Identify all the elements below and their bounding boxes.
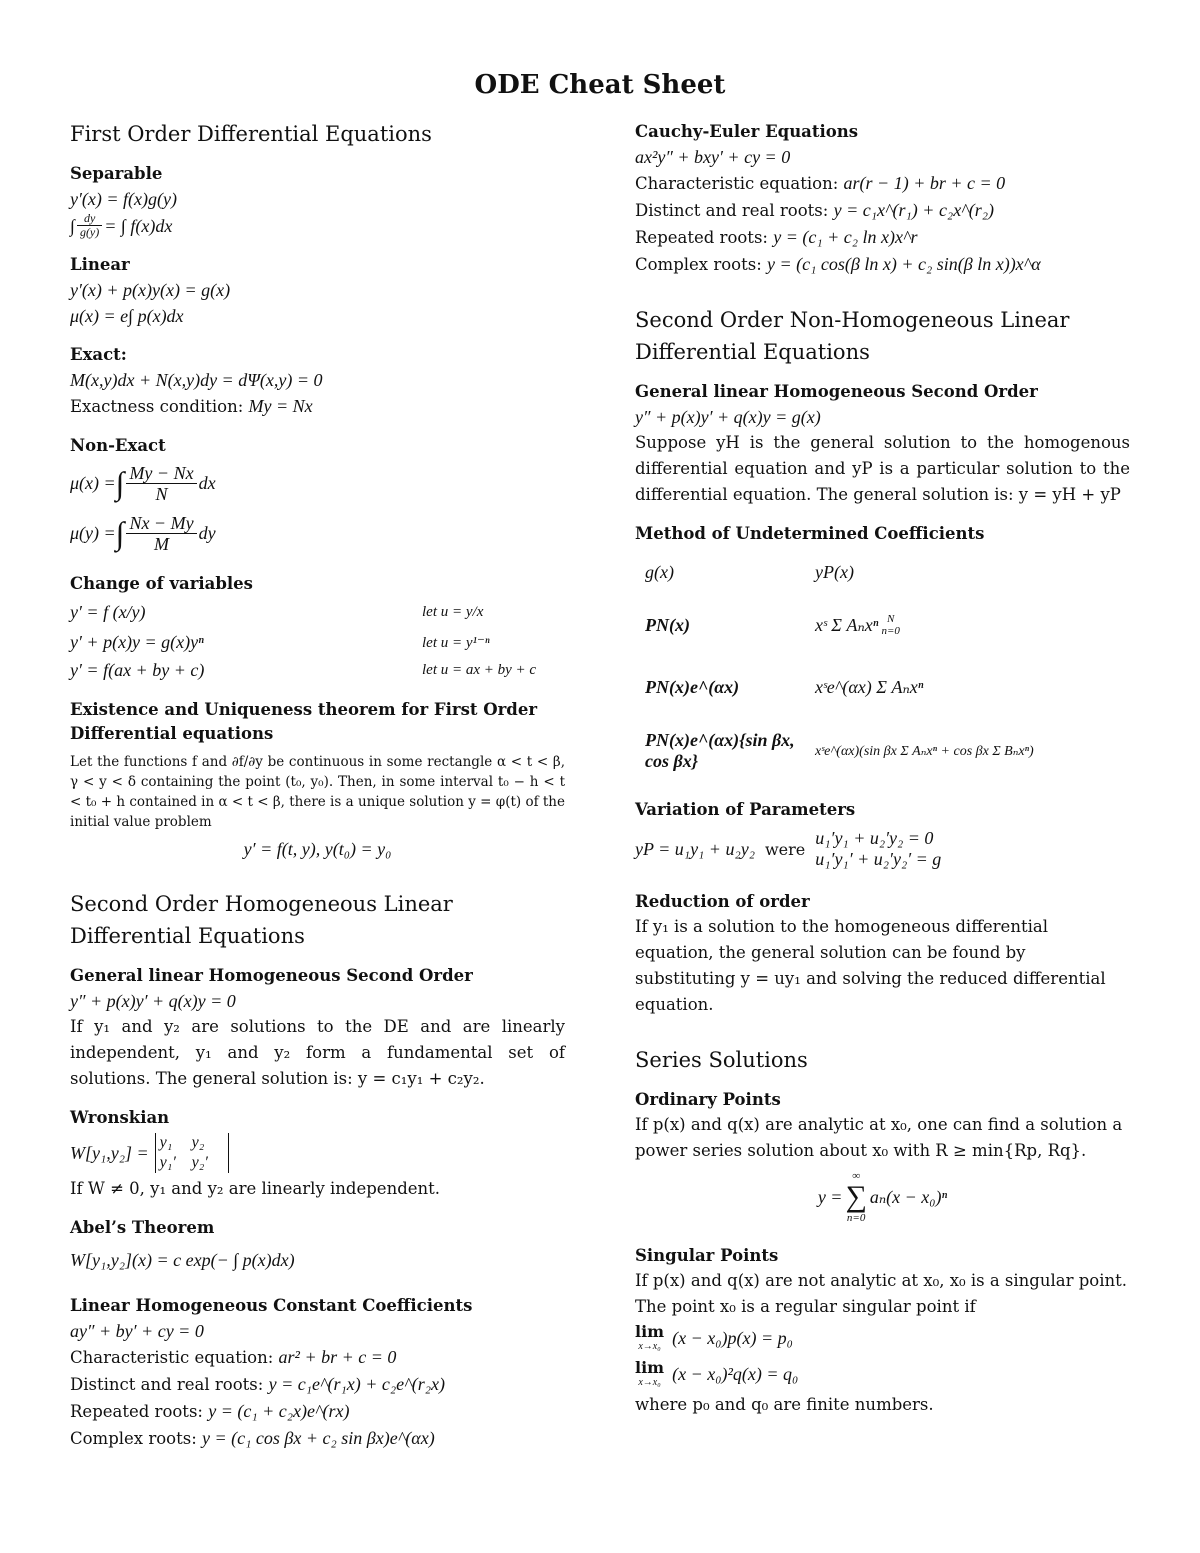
cauchy-line <box>635 170 1130 197</box>
line-eq: y = (c₁ + c₂ ln x)x^r <box>773 227 918 247</box>
wronskian-lhs: W[y₁,y₂] = <box>70 1142 149 1163</box>
table-cell: xˢe^(αx)(sin βx Σ Aₙxⁿ + cos βx Σ Bₙxⁿ) <box>815 743 1034 759</box>
change-sub: let u = ax + by + c <box>422 661 537 678</box>
general-homogeneous-title: General linear Homogeneous Second Order <box>70 966 473 985</box>
sum-bottom: n=0 <box>846 1212 866 1224</box>
variation-title: Variation of Parameters <box>635 800 856 819</box>
sum-top: N <box>886 613 895 625</box>
singular-end: where p₀ and q₀ are finite numbers. <box>635 1395 934 1414</box>
line-label: Distinct and real roots: <box>635 201 834 220</box>
table-cell: PN(x) <box>645 614 690 635</box>
variation-eq <box>635 822 1130 876</box>
singular-limit <box>635 1356 1130 1392</box>
general-homogeneous-text: If y₁ and y₂ are solutions to the DE and are linearly independent, y₁ and y₂ form a fundamental set of solutions. The general solution is: y = c₁y₁ + c₂y₂. <box>70 1017 565 1088</box>
line-eq: y = (c₁ cos βx + c₂ sin βx)e^(αx) <box>202 1428 435 1448</box>
lim-sub: x→x₀ <box>638 1341 661 1352</box>
change-row <box>70 656 565 684</box>
wronskian-matrix <box>155 1133 229 1173</box>
condition: u₁′y₁′ + u₂′y₂′ = g <box>815 849 942 869</box>
section-heading-second-order-homogeneous: Second Order Homogeneous Linear Differential Equations <box>70 892 453 948</box>
undetermined-table <box>645 550 1130 784</box>
separable-fraction <box>77 212 102 239</box>
table-header: g(x) <box>645 561 674 582</box>
separable-eq1: y′(x) = f(x)g(y) <box>70 189 178 209</box>
condition: u₁′y₁ + u₂′y₂ = 0 <box>815 828 934 848</box>
nonhom-general-title: General linear Homogeneous Second Order <box>635 382 1038 401</box>
lim-word: lim <box>635 1322 665 1341</box>
matrix-cell: y₂ <box>191 1134 205 1151</box>
cauchy-line <box>635 197 1130 224</box>
limit-operator <box>635 1323 664 1353</box>
nonexact-mu-x <box>70 458 565 508</box>
table-cell: PN(x)e^(αx){sin βx, cos βx} <box>645 730 795 771</box>
ordinary-rhs: aₙ(x − x₀)ⁿ <box>869 1186 948 1207</box>
ordinary-text: If p(x) and q(x) are analytic at x₀, one can find a solution a power series solution about x₀ with R ≥ min{Rp, Rq}. <box>635 1115 1123 1160</box>
line-label: Complex roots: <box>635 255 768 274</box>
variation-conditions <box>815 828 941 870</box>
line-label: Characteristic equation: <box>635 174 844 193</box>
nonexact-mu-y <box>70 508 565 558</box>
constant-line <box>70 1398 565 1425</box>
nonhom-general-text: Suppose yH is the general solution to the homogenous differential equation and yP is a particular solution to the differential equation. The general solution is: y = yH + yP <box>635 433 1130 504</box>
exact-eq1: M(x,y)dx + N(x,y)dy = dΨ(x,y) = 0 <box>70 370 323 390</box>
limit-operator <box>635 1359 664 1389</box>
abel-eq: W[y₁,y₂](x) = c exp(− ∫ p(x)dx) <box>70 1250 295 1270</box>
undetermined-title: Method of Undetermined Coefficients <box>635 524 985 543</box>
abel-title: Abel’s Theorem <box>70 1218 215 1237</box>
separable-title: Separable <box>70 164 163 183</box>
mu-y-d: dy <box>198 523 216 543</box>
summation-sign <box>881 613 899 637</box>
change-eq: y′ = f (x/y) <box>70 601 146 622</box>
wronskian-title: Wronskian <box>70 1108 170 1127</box>
mu-x-fraction <box>126 463 196 504</box>
cauchy-euler-eq: ax²y″ + bxy′ + cy = 0 <box>635 147 791 167</box>
table-cell-text: xˢ Σ Aₙxⁿ <box>815 614 879 635</box>
linear-title: Linear <box>70 255 130 274</box>
limit-eq: (x − x₀)p(x) = p₀ <box>672 1327 793 1348</box>
cauchy-euler-title: Cauchy-Euler Equations <box>635 122 859 141</box>
wronskian-text: If W ≠ 0, y₁ and y₂ are linearly independent. <box>70 1179 441 1198</box>
exact-condition-eq: My = Nx <box>248 396 313 416</box>
cauchy-line <box>635 224 1130 251</box>
reduction-text: If y₁ is a solution to the homogeneous differential equation, the general solution can be found by substituting y = uy₁ and solving the reduced differential equation. <box>635 917 1106 1014</box>
section-heading-first-order: First Order Differential Equations <box>70 122 432 146</box>
existence-title: Existence and Uniqueness theorem for First Order Differential equations <box>70 700 538 743</box>
line-eq: y = c₁e^(r₁x) + c₂e^(r₂x) <box>268 1374 446 1394</box>
linear-eq1: y′(x) + p(x)y(x) = g(x) <box>70 280 231 300</box>
frac-den: g(y) <box>79 225 100 239</box>
line-eq: y = (c₁ cos(β ln x) + c₂ sin(β ln x))x^α <box>767 254 1041 274</box>
mu-y-fraction <box>126 513 196 554</box>
linear-eq2: μ(x) = e∫ p(x)dx <box>70 306 184 326</box>
table-cell: xˢe^(αx) Σ Aₙxⁿ <box>815 676 924 697</box>
line-eq: ar(r − 1) + br + c = 0 <box>843 173 1006 193</box>
integral-sign: ∫ <box>115 465 125 501</box>
cauchy-line <box>635 251 1130 278</box>
table-cell <box>815 594 1135 656</box>
nonexact-title: Non-Exact <box>70 436 166 455</box>
change-row <box>70 628 565 656</box>
line-eq: y = c₁x^(r₁) + c₂x^(r₂) <box>833 200 995 220</box>
frac-den: M <box>154 533 169 554</box>
line-label: Repeated roots: <box>70 1402 209 1421</box>
ordinary-eq <box>635 1164 1130 1230</box>
constant-coeff-title: Linear Homogeneous Constant Coefficients <box>70 1296 473 1315</box>
mu-x-lhs: μ(x) = <box>70 473 116 493</box>
separable-eq2 <box>70 212 565 239</box>
sum-bottom: n=0 <box>881 625 900 637</box>
table-header: yP(x) <box>815 561 854 582</box>
line-label: Complex roots: <box>70 1429 203 1448</box>
page-title: ODE Cheat Sheet <box>474 70 726 100</box>
singular-text: If p(x) and q(x) are not analytic at x₀, x₀ is a singular point. The point x₀ is a regular singular point if <box>635 1271 1128 1316</box>
limit-eq: (x − x₀)²q(x) = q₀ <box>672 1363 799 1384</box>
section-heading-series: Series Solutions <box>635 1048 808 1072</box>
matrix-cell: y₂′ <box>191 1154 208 1171</box>
constant-line <box>70 1371 565 1398</box>
mu-y-lhs: μ(y) = <box>70 523 116 543</box>
line-label: Characteristic equation: <box>70 1348 279 1367</box>
change-eq: y′ + p(x)y = g(x)yⁿ <box>70 631 204 652</box>
summation-sign <box>845 1170 866 1224</box>
integral-sign: ∫ <box>115 515 125 551</box>
right-column <box>635 118 1130 1418</box>
singular-title: Singular Points <box>635 1246 779 1265</box>
ordinary-title: Ordinary Points <box>635 1090 781 1109</box>
line-eq: ar² + br + c = 0 <box>278 1347 397 1367</box>
change-sub: let u = y¹⁻ⁿ <box>422 634 490 651</box>
integral-sign: ∫ <box>70 215 75 236</box>
change-eq: y′ = f(ax + by + c) <box>70 659 205 680</box>
singular-limit <box>635 1320 1130 1356</box>
ordinary-lhs: y = <box>817 1186 843 1207</box>
lim-sub: x→x₀ <box>638 1377 661 1388</box>
mu-x-d: dx <box>198 473 216 493</box>
variation-were: were <box>764 839 806 859</box>
exact-condition <box>70 393 565 420</box>
line-eq: y = (c₁ + c₂x)e^(rx) <box>208 1401 350 1421</box>
section-heading-non-homogeneous: Second Order Non-Homogeneous Linear Differential Equations <box>635 308 1070 364</box>
existence-eq: y′ = f(t, y), y(t₀) = y₀ <box>243 839 392 859</box>
change-sub: let u = y/x <box>422 603 484 620</box>
table-cell: PN(x)e^(αx) <box>645 676 740 697</box>
exact-condition-label: Exactness condition: <box>70 397 249 416</box>
left-column <box>70 118 565 1452</box>
frac-num: My − Nx <box>126 463 196 484</box>
matrix-cell: y₁′ <box>159 1154 176 1171</box>
sigma-icon: ∑ <box>845 1180 867 1213</box>
line-label: Repeated roots: <box>635 228 774 247</box>
constant-line <box>70 1344 565 1371</box>
separable-rhs: = ∫ f(x)dx <box>104 215 173 236</box>
frac-num: Nx − My <box>126 513 196 534</box>
matrix-cell: y₁ <box>159 1134 173 1151</box>
reduction-title: Reduction of order <box>635 892 810 911</box>
frac-den: N <box>155 483 168 504</box>
constant-line <box>70 1425 565 1452</box>
sum-top: ∞ <box>852 1170 861 1182</box>
wronskian-eq <box>70 1130 565 1176</box>
exact-title: Exact: <box>70 345 127 364</box>
general-homogeneous-eq: y″ + p(x)y′ + q(x)y = 0 <box>70 991 236 1011</box>
constant-coeff-eq: ay″ + by′ + cy = 0 <box>70 1321 204 1341</box>
nonhom-general-eq: y″ + p(x)y′ + q(x)y = g(x) <box>635 407 821 427</box>
change-of-variables-title: Change of variables <box>70 574 253 593</box>
change-row <box>70 596 565 628</box>
lim-word: lim <box>635 1358 665 1377</box>
line-label: Distinct and real roots: <box>70 1375 269 1394</box>
frac-num: dy <box>77 212 102 226</box>
variation-yp: yP = u₁y₁ + u₂y₂ <box>635 838 755 859</box>
existence-text: Let the functions f and ∂f/∂y be continuous in some rectangle α < t < β, γ < y < δ containing the point (t₀, y₀). Then, in some interval t₀ − h < t < t₀ + h contained in α < t < β, there is a unique solution y = φ(t) of the initial value problem <box>70 754 565 830</box>
